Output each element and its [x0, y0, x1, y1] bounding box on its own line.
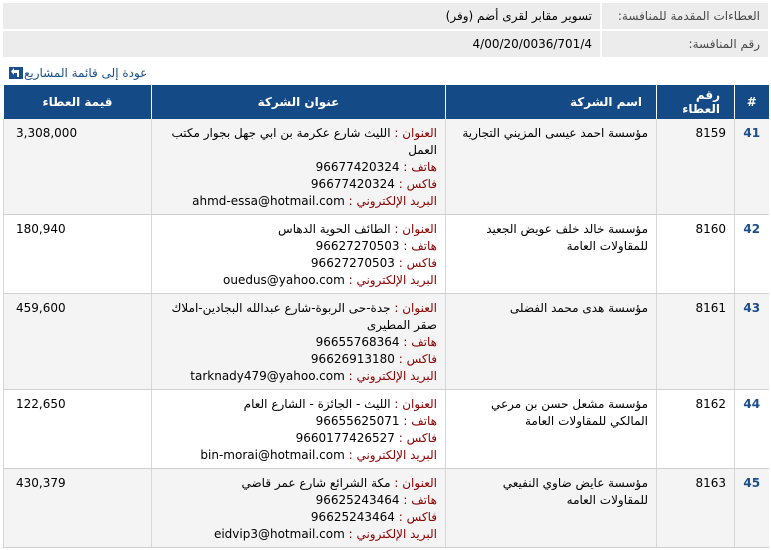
address-label: العنوان : [394, 126, 437, 140]
email-line [160, 526, 437, 543]
company-name: مؤسسة عايض ضاوي النفيعي للمقاولات العامه [446, 469, 657, 548]
bids-table [3, 85, 769, 548]
address-value: الليث شارع عكرمة بن ابي جهل بجوار مكتب العمل [171, 126, 437, 157]
bid-number: 8163 [657, 469, 735, 548]
bid-number: 8161 [657, 294, 735, 390]
header-company-address: عنوان الشركة [152, 85, 446, 119]
company-address [152, 215, 446, 294]
company-name: مؤسسة خالد خلف عويض الجعيد للمقاولات العامة [446, 215, 657, 294]
company-name: مؤسسة هدى محمد الفضلى [446, 294, 657, 390]
table-row [4, 390, 769, 469]
address-value: جدة-حى الربوة-شارع عبدالله البجادين-املاك صقر المطيرى [171, 301, 437, 332]
bid-value: 122,650 [4, 390, 152, 469]
phone-label: هاتف : [403, 493, 437, 507]
fax-line [160, 430, 437, 447]
table-row [4, 469, 769, 548]
email-value: eidvip3@hotmail.com [213, 527, 345, 541]
fax-line [160, 255, 437, 272]
header-bid-number: رقم العطاء [657, 85, 735, 119]
bid-number: 8160 [657, 215, 735, 294]
fax-value: 96626913180 [310, 352, 395, 366]
bid-value: 180,940 [4, 215, 152, 294]
fax-label: فاكس : [398, 177, 437, 191]
back-to-projects-label[interactable]: عودة إلى قائمة المشاريع [24, 66, 148, 80]
email-label: البريد الإلكتروني : [348, 448, 437, 462]
header-company-name: اسم الشركة [446, 85, 657, 119]
company-address [152, 294, 446, 390]
row-number-link[interactable]: 41 [735, 119, 769, 215]
tender-number-value: 4/00/20/0036/701/4 [3, 30, 601, 58]
company-address [152, 119, 446, 215]
bid-value: 459,600 [4, 294, 152, 390]
fax-line [160, 509, 437, 526]
phone-label: هاتف : [403, 239, 437, 253]
header-num: # [735, 85, 769, 119]
row-number-link[interactable]: 43 [735, 294, 769, 390]
bids-row [3, 3, 768, 30]
table-row [4, 215, 769, 294]
tender-info [3, 3, 768, 59]
email-label: البريد الإلكتروني : [348, 527, 437, 541]
fax-value: 9660177426527 [295, 431, 395, 445]
email-label: البريد الإلكتروني : [348, 194, 437, 208]
email-line [160, 447, 437, 464]
email-line [160, 272, 437, 289]
address-line [160, 396, 437, 413]
bids-value: تسوير مقابر لقرى أضم (وفر) [3, 3, 601, 30]
fax-label: فاكس : [398, 510, 437, 524]
bid-value: 3,308,000 [4, 119, 152, 215]
company-name: مؤسسة احمد عيسى المزيني التجارية [446, 119, 657, 215]
email-label: البريد الإلكتروني : [348, 369, 437, 383]
phone-value: 96677420324 [315, 160, 400, 174]
fax-line [160, 351, 437, 368]
table-header-row [4, 85, 769, 119]
email-value: tarknady479@yahoo.com [190, 369, 345, 383]
bid-number: 8162 [657, 390, 735, 469]
tender-number-label: رقم المنافسة: [601, 30, 768, 58]
fax-label: فاكس : [398, 431, 437, 445]
back-arrow-icon [8, 66, 24, 80]
phone-value: 96627270503 [315, 239, 400, 253]
back-to-projects-link[interactable] [8, 64, 151, 82]
phone-line [160, 238, 437, 255]
phone-value: 96625243464 [315, 493, 400, 507]
bid-value: 430,379 [4, 469, 152, 548]
company-address [152, 390, 446, 469]
row-number-link[interactable]: 44 [735, 390, 769, 469]
phone-line [160, 492, 437, 509]
fax-value: 96627270503 [310, 256, 395, 270]
address-value: مكة الشرائع شارع عمر قاضي [241, 476, 391, 490]
address-label: العنوان : [394, 397, 437, 411]
email-value: bin-morai@hotmail.com [200, 448, 345, 462]
address-label: العنوان : [394, 301, 437, 315]
fax-line [160, 176, 437, 193]
address-line [160, 300, 437, 334]
email-value: ahmd-essa@hotmail.com [192, 194, 345, 208]
email-line [160, 193, 437, 210]
fax-label: فاكس : [398, 352, 437, 366]
email-line [160, 368, 437, 385]
address-label: العنوان : [394, 476, 437, 490]
phone-line [160, 159, 437, 176]
phone-value: 96655625071 [315, 414, 400, 428]
header-bid-value: قيمة العطاء [4, 85, 152, 119]
tender-number-row [3, 30, 768, 58]
fax-label: فاكس : [398, 256, 437, 270]
bid-number: 8159 [657, 119, 735, 215]
address-label: العنوان : [394, 222, 437, 236]
table-row [4, 119, 769, 215]
fax-value: 96677420324 [310, 177, 395, 191]
row-number-link[interactable]: 45 [735, 469, 769, 548]
table-row [4, 294, 769, 390]
address-line [160, 125, 437, 159]
bids-label: العطاءات المقدمة للمنافسة: [601, 3, 768, 30]
email-value: ouedus@yahoo.com [223, 273, 345, 287]
fax-value: 96625243464 [310, 510, 395, 524]
phone-value: 96655768364 [315, 335, 400, 349]
phone-line [160, 413, 437, 430]
company-address [152, 469, 446, 548]
address-value: الطائف الحوية الدهاس [278, 222, 391, 236]
email-label: البريد الإلكتروني : [348, 273, 437, 287]
phone-line [160, 334, 437, 351]
address-value: الليث - الجائزة - الشارع العام [243, 397, 391, 411]
phone-label: هاتف : [403, 335, 437, 349]
company-name: مؤسسة مشعل حسن بن مرعي المالكي للمقاولات العامة [446, 390, 657, 469]
address-line [160, 221, 437, 238]
row-number-link[interactable]: 42 [735, 215, 769, 294]
phone-label: هاتف : [403, 414, 437, 428]
address-line [160, 475, 437, 492]
phone-label: هاتف : [403, 160, 437, 174]
